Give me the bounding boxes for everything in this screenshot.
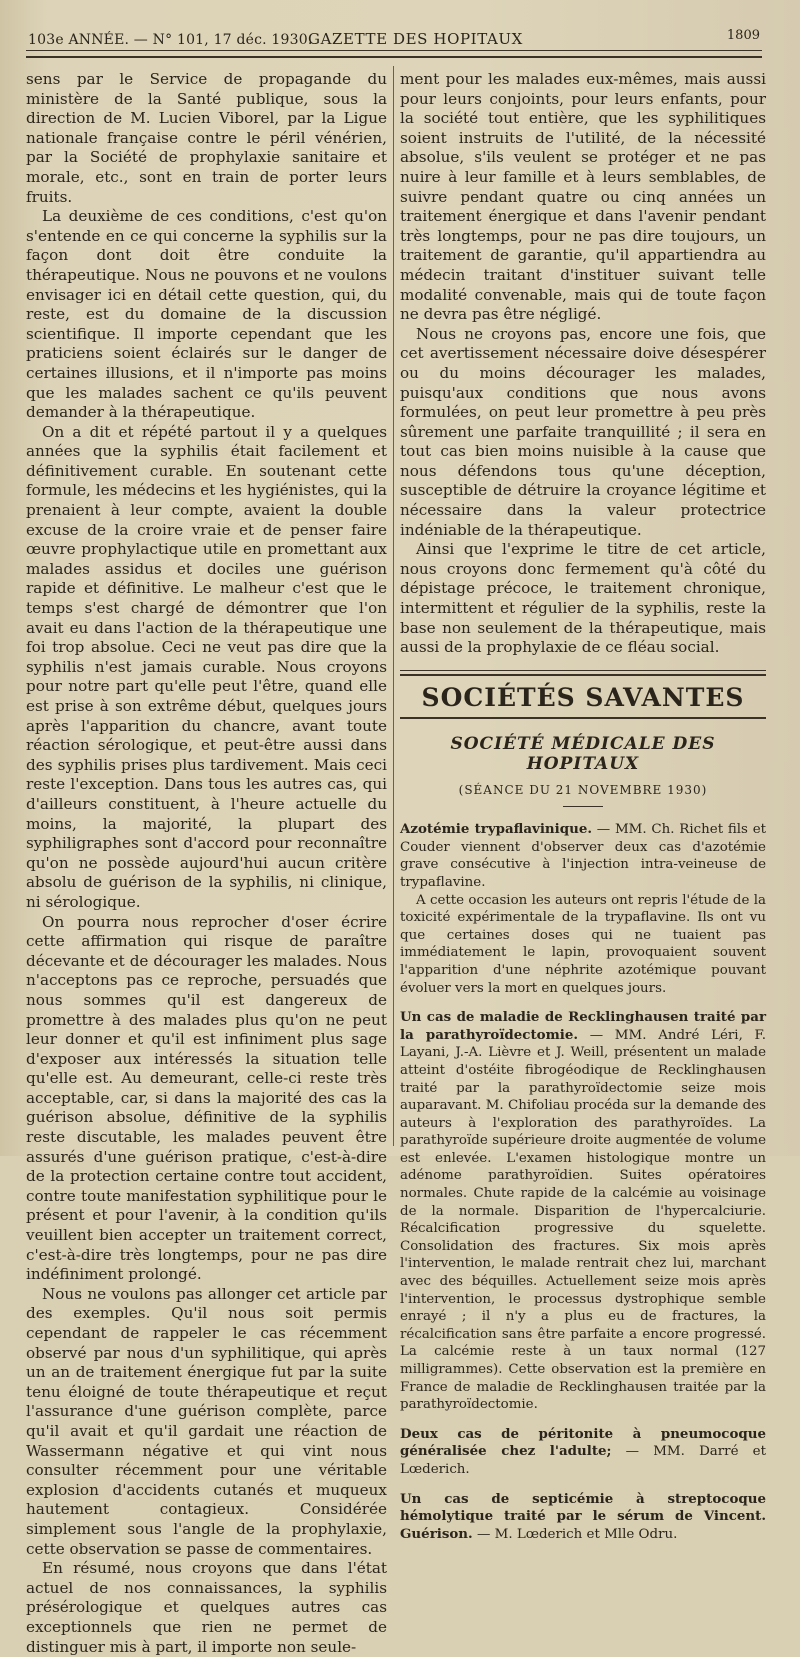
paragraph: En résumé, nous croyons que dans l'état actuel de nos connaissances, la syphilis présérologique et quelques autres cas exceptionnels que rien ne permet de distinguer mis à part, il importe non seule- [26, 1559, 387, 1656]
section-rule-thick [400, 674, 766, 676]
paragraph: Ainsi que l'exprime le titre de cet article, nous croyons donc fermement qu'à côté du dépistage précoce, le traitement chronique, intermittent et régulier de la syphilis, reste la base non seulement de la thérapeutique, mais aussi de la prophylaxie de ce fléau social. [400, 540, 766, 657]
paragraph: sens par le Service de propagande du ministère de la Santé publique, sous la direction de M. Lucien Viborel, par la Ligue nationale française contre le péril vénérien, par la Société de prophylaxie sanitaire et morale, etc., sont en train de porter leurs fruits. [26, 70, 387, 206]
entry-title: Un cas de septicémie à streptocoque hémolytique traité par le sérum de Vincent. Guérison. [400, 1490, 766, 1542]
paragraph: Nous ne voulons pas allonger cet article par des exemples. Qu'il nous soit permis cependant de rappeler le cas récemment observé par nous d'un syphilitique, qui après un an de traitement énergique fut par la suite tenu éloigné de toute thérapeutique et reçut l'assurance d'une guérison complète, parce qu'il avait et qu'il gardait une réaction de Wassermann négative et qui vint nous consulter récemment pour une véritable explosion d'accidents cutanés et muqueux hautement contagieux. Considérée simplement sous l'angle de la prophylaxie, cette observation se passe de commentaires. [26, 1284, 387, 1558]
entry-title: Un cas de maladie de Recklinghausen traité par la parathyroïdectomie. [400, 1009, 766, 1043]
communication-entry [400, 1491, 766, 1544]
column-divider [393, 66, 394, 1146]
right-column [400, 70, 766, 1543]
paragraph: ment pour les malades eux-mêmes, mais aussi pour leurs conjoints, pour leurs enfants, pour la société tout entière, que les syphilitiques soient instruits de l'utilité, de la nécessité absolue, s'ils veulent se protéger et ne pas nuire à leur famille et à leurs semblables, de suivre pendant quatre ou cinq années un traitement énergique et dans l'avenir pendant très longtemps, pour ne pas dire toujours, un traitement de garantie, qu'il appartiendra au médecin traitant d'instituer suivant telle modalité convenable, mais qui de toute façon ne devra pas être négligé. [400, 70, 766, 324]
paragraph: On a dit et répété partout il y a quelques années que la syphilis était facilement et définitivement curable. En soutenant cette formule, les médecins et les hygiénistes, qui la prenaient à leur compte, avaient la double excuse de la croire vraie et de penser faire œuvre prophylactique utile en promettant aux malades assidus et dociles une guérison rapide et définitive. Le malheur c'est que le temps s'est chargé de démontrer que l'on avait eu dans l'action de la thérapeutique une foi trop absolue. Ceci ne veut pas dire que la syphilis n'est jamais curable. Nous croyons pour notre part qu'elle peut l'être, quand elle est prise à son extrême début, quelques jours après l'apparition du chancre, avant toute réaction sérologique, et peut-être aussi dans des syphilis prises plus tardivement. Mais ceci reste l'exception. Dans tous les autres cas, qui d'ailleurs constituent, à l'heure actuelle du moins, la majorité, la plupart des syphiligraphes sont d'accord pour reconnaître qu'on ne possède aujourd'hui aucun critère absolu de guérison de la syphilis, ni clinique, ni sérologique. [26, 422, 387, 911]
communication-entry [400, 1009, 766, 1414]
entry-text: A cette occasion les auteurs ont repris l'étude de la toxicité expérimentale de la trypaflavine. Ils ont vu que certaines doses qui ne tuaient pas immédiatement le lapin, provoquaient souvent l'apparition d'une néphrite azotémique pouvant évoluer vers la mort en quelques jours. [400, 892, 766, 996]
entry-authors: — MM. Darré et Lœderich. [400, 1444, 766, 1477]
entry-title: Azotémie trypaflavinique. [400, 821, 593, 838]
header-rule-thick [26, 56, 762, 58]
header-rule-thin [26, 50, 762, 51]
entry-body: — MM. André Léri, F. Layani, J.-A. Lièvre et J. Weill, présentent un malade atteint d'ostéite fibrogéodique de Recklinghausen traité par la parathyroïdectomie seize mois auparavant. M. Chifoliau procéda sur la demande des auteurs à l'exploration des parathyroïdes. La parathyroïde supérieure droite augmentée de volume est enlevée. L'examen histologique montre un adénome parathyroïdien. Suites opératoires normales. Chute rapide de la calcémie au voisinage de la normale. Disparition de l'hypercalciurie. Récalcification progressive du squelette. Consolidation des fractures. Six mois après l'intervention, le malade rentrait chez lui, marchant avec des béquilles. Actuellement seize mois après l'intervention, le processus dystrophique semble enrayé ; il n'y a plus eu de fractures, la récalcification sans être parfaite a encore progressé. La calcémie reste à un taux normal (127 milligrammes). Cette observation est la première en France de maladie de Recklinghausen traitée par la parathyroïdectomie. [400, 1027, 767, 1413]
section-title-rule [400, 717, 766, 719]
session-date: (SÉANCE DU 21 NOVEMBRE 1930) [458, 782, 708, 797]
page-number: 1809 [726, 28, 760, 43]
entry-authors: — MM. Ch. Richet fils et Couder viennent d'observer deux cas d'azotémie grave consécutive à l'injection intra-veineuse de trypaflavine. [400, 822, 767, 890]
left-column [26, 70, 387, 1657]
issue-info: 103e ANNÉE. — N° 101, 17 déc. 1930. [28, 32, 313, 48]
short-divider [563, 806, 603, 807]
entry-title: Deux cas de péritonite à pneumocoque généralisée chez l'adulte; [400, 1425, 766, 1460]
entry-authors: — M. Lœderich et Mlle Odru. [472, 1526, 678, 1542]
section-title: SOCIÉTÉS SAVANTES [421, 682, 745, 712]
paragraph: La deuxième de ces conditions, c'est qu'on s'entende en ce qui concerne la syphilis sur la façon dont doit être conduite la thérapeutique. Nous ne pouvons et ne voulons envisager ici en détail cette question, qui, du reste, est du domaine de la discussion scientifique. Il importe cependant que les praticiens soient éclairés sur le danger de certaines illusions, et il n'importe pas moins que les malades sachent ce qu'ils peuvent demander à la thérapeutique. [26, 207, 387, 422]
communication-entry [400, 1426, 766, 1479]
society-title: SOCIÉTÉ MÉDICALE DES HOPITAUX [450, 734, 716, 774]
communication-entry [400, 821, 766, 997]
paragraph: On pourra nous reprocher d'oser écrire cette affirmation qui risque de paraître décevante et de décourager les malades. Nous n'acceptons pas ce reproche, persuadés que nous sommes qu'il est dangereux de promettre à des malades plus qu'on ne peut leur donner et qu'il est infiniment plus sage d'exposer aux intéressés la situation telle qu'elle est. Au demeurant, celle-ci reste très acceptable, car, si dans la majorité des cas la guérison absolue, définitive de la syphilis reste discutable, les malades peuvent être assurés d'une guérison pratique, c'est-à-dire de la protection certaine contre tout accident, contre toute manifestation syphilitique pour le présent et pour l'avenir, à la condition qu'ils veuillent bien accepter un traitement correct, c'est-à-dire très longtemps, pour ne pas dire indéfiniment prolongé. [26, 912, 387, 1284]
section-rule-thin [400, 670, 766, 671]
paragraph: Nous ne croyons pas, encore une fois, que cet avertissement nécessaire doive désespérer ou du moins décourager les malades, puisqu'aux conditions que nous avons formulées, on peut leur promettre à peu près sûrement une parfaite tranquillité ; il sera en tout cas bien moins nuisible à la cause que nous défendons tous qu'une déception, susceptible de détruire la croyance légitime et nécessaire dans la valeur protectrice indéniable de la thérapeutique. [400, 324, 766, 539]
journal-title: GAZETTE DES HOPITAUX [308, 30, 523, 48]
